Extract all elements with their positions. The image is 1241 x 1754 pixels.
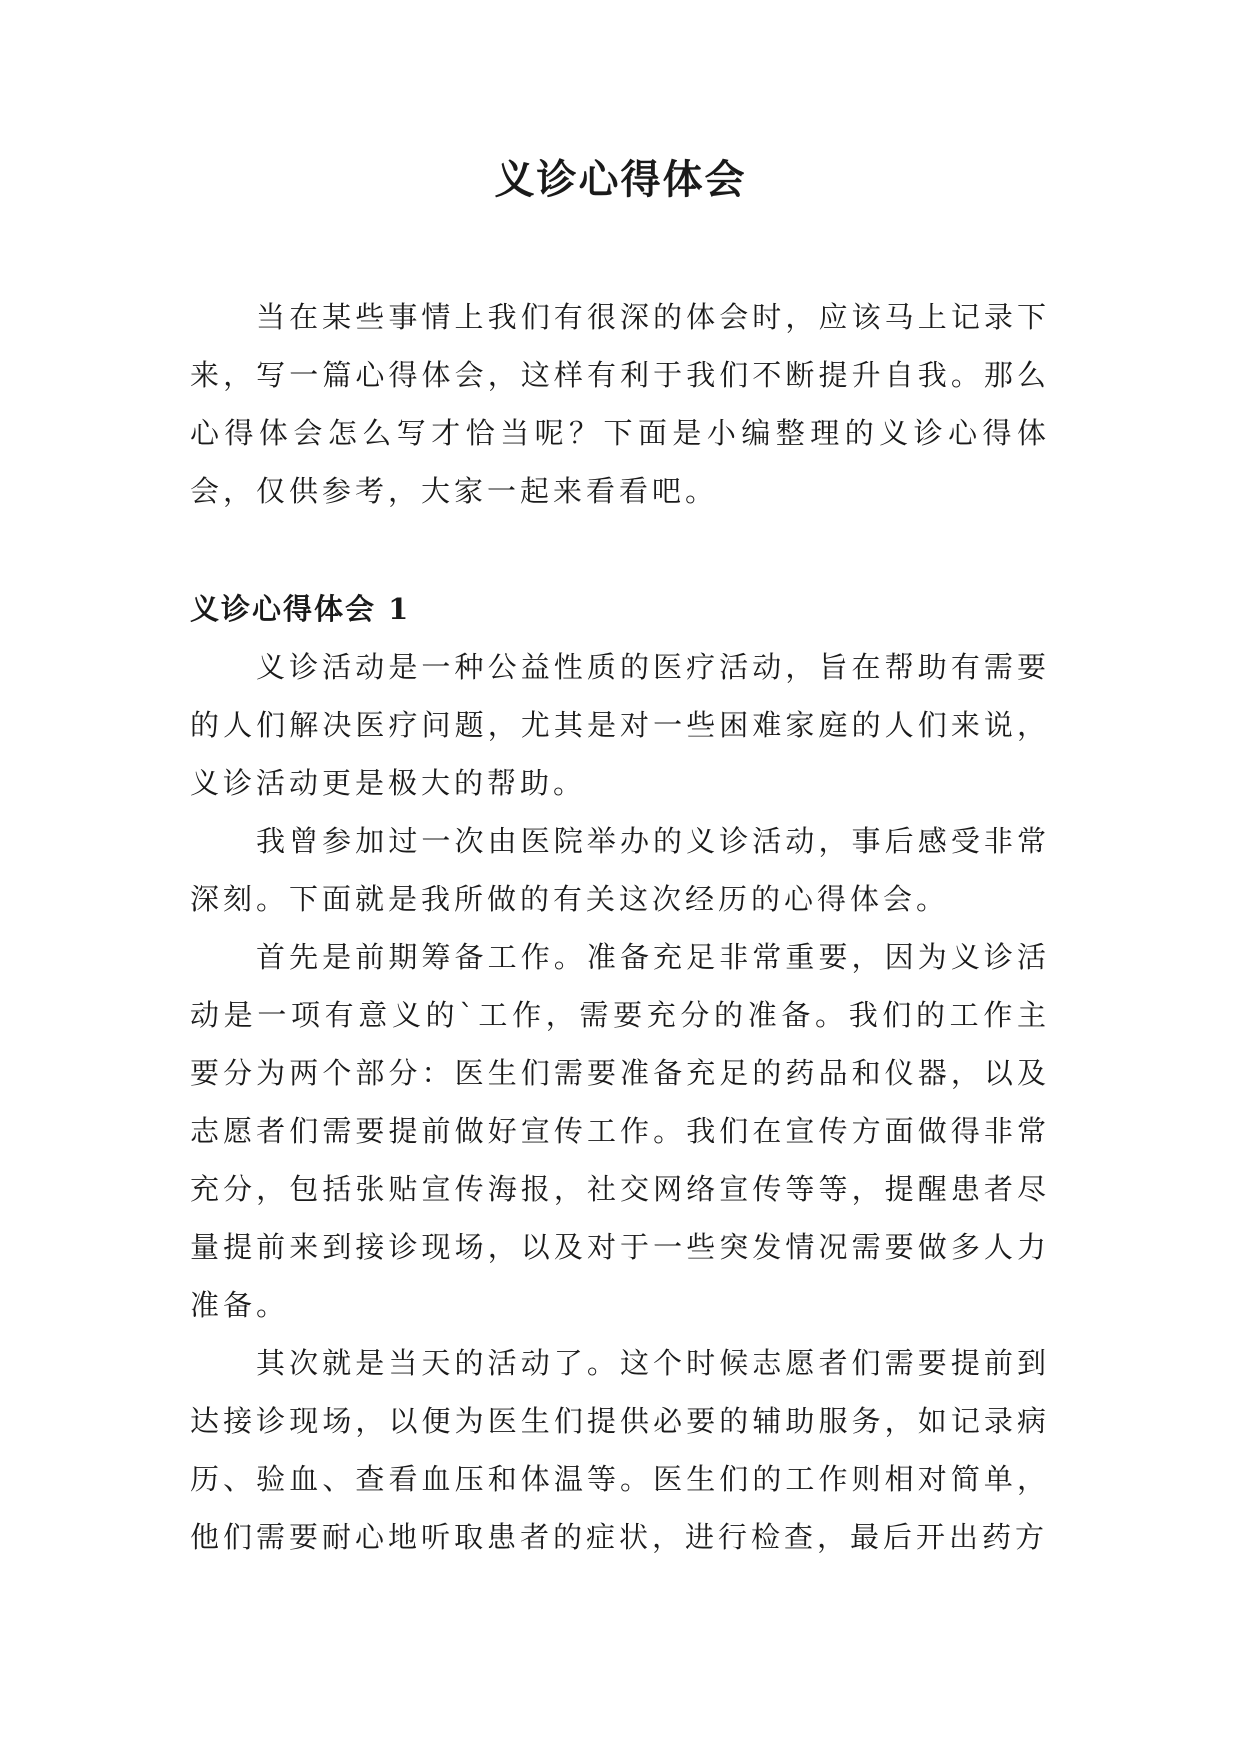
- section-heading: 义诊心得体会 1: [190, 592, 411, 626]
- body-paragraph-1: 义诊活动是一种公益性质的医疗活动，旨在帮助有需要的人们解决医疗问题，尤其是对一些困难家庭的人们来说，义诊活动更是极大的帮助。: [190, 650, 1050, 800]
- document-title: 义诊心得体会: [494, 157, 747, 203]
- section-content: [190, 638, 1050, 1566]
- body-paragraph-4: 其次就是当天的活动了。这个时候志愿者们需要提前到达接诊现场，以便为医生们提供必要的辅助服务，如记录病历、验血、查看血压和体温等。医生们的工作则相对简单，他们需要耐心地听取患者的症状，进行检查，最后开出药方: [190, 1346, 1050, 1554]
- body-paragraph-2: 我曾参加过一次由医院举办的义诊活动，事后感受非常深刻。下面就是我所做的有关这次经历的心得体会。: [190, 824, 1050, 916]
- body-paragraph-3: 首先是前期筹备工作。准备充足非常重要，因为义诊活动是一项有意义的`工作，需要充分的准备。我们的工作主要分为两个部分：医生们需要准备充足的药品和仪器，以及志愿者们需要提前做好宣传工作。我们在宣传方面做得非常充分，包括张贴宣传海报，社交网络宣传等等，提醒患者尽量提前来到接诊现场，以及对于一些突发情况需要做多人力准备。: [190, 940, 1050, 1322]
- intro-paragraph: 当在某些事情上我们有很深的体会时，应该马上记录下来，写一篇心得体会，这样有利于我们不断提升自我。那么心得体会怎么写才恰当呢？下面是小编整理的义诊心得体会，仅供参考，大家一起来看看吧。: [190, 300, 1050, 508]
